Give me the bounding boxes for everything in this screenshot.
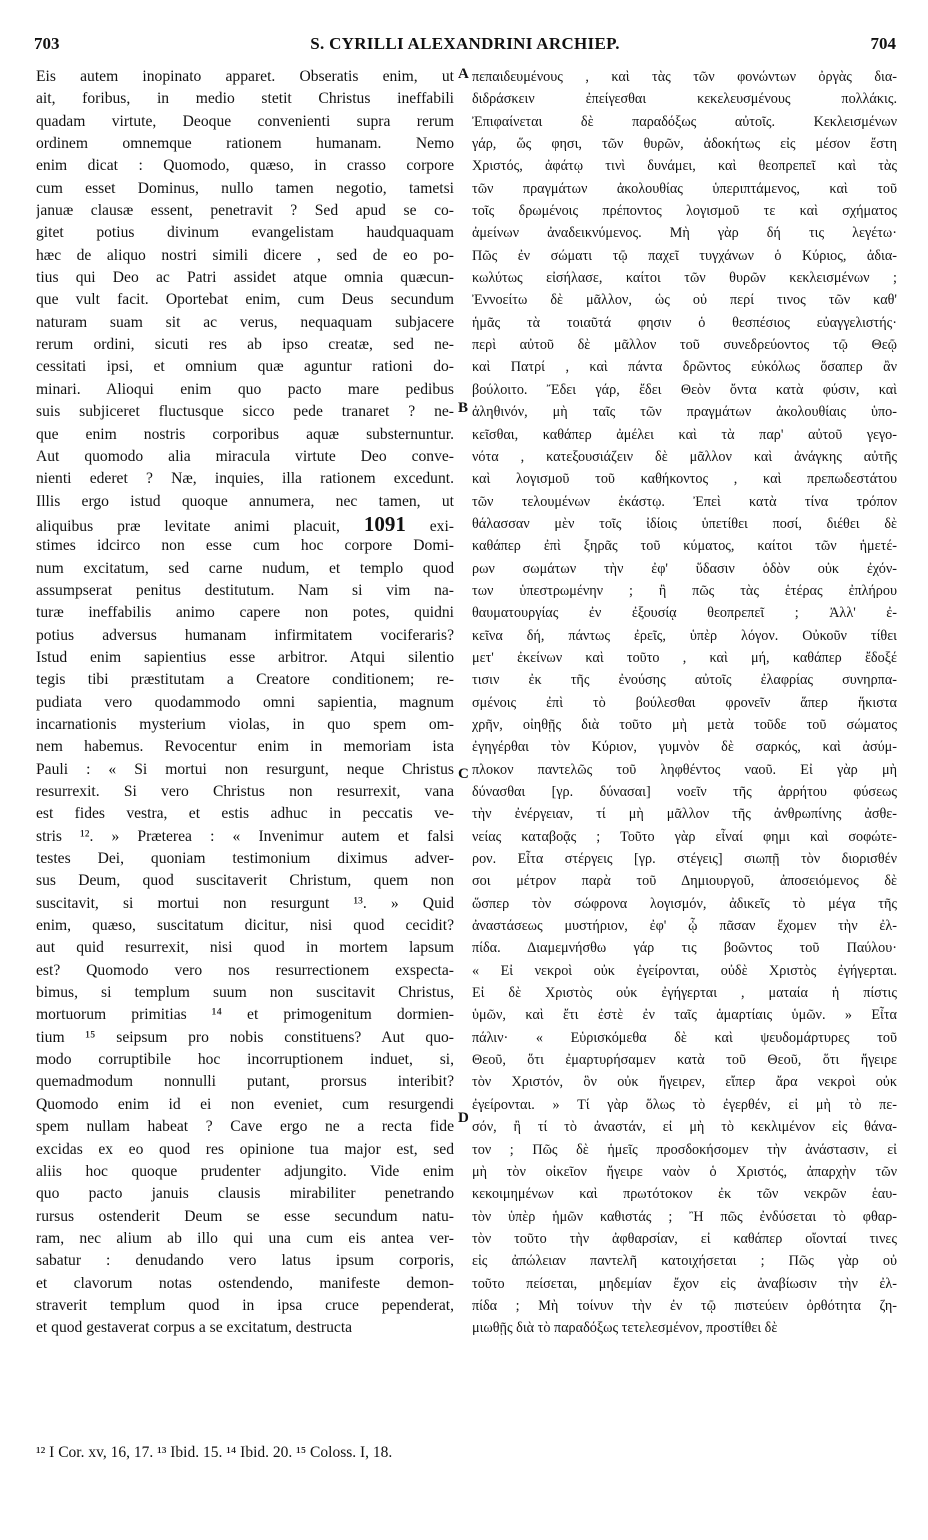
text-line: que enim nostris corporibus aquæ substernuntur.: [36, 425, 454, 443]
text-line: σόν, ἢ τί τὸ ἀναστάν, εἰ μὴ τὸ κεκλιμένον εἰς θάνα-: [472, 1119, 897, 1136]
text-fragment: aliquibus præ levitate animi placuit,: [36, 517, 340, 535]
text-line: τισιν ἐκ τῆς ἐνούσης αὐτοῖς ἐλαφρίας συνηρπα-: [472, 672, 897, 689]
text-line: χρῆν, οἰηθῇς διὰ τοῦτο μὴ μετὰ τοῦδε τοῦ σώματος: [472, 716, 897, 733]
page-number-right: 704: [870, 34, 896, 53]
text-line: Ἐννοείτω δὲ μᾶλλον, ὡς οὐ περί τινος τῶν καθ': [472, 292, 897, 309]
text-line: quo pacto januis clausis mirabiliter penetrando: [36, 1185, 454, 1203]
text-line: testes Dei, quoniam testimonium diximus adver-: [36, 850, 454, 868]
text-line: Illis ergo istud quoque annumera, nec tamen, ut: [36, 492, 454, 510]
text-line: tium ¹⁵ seipsum pro nobis constituens? Aut quo-: [36, 1028, 454, 1046]
text-line: enim, quæso, suscitatum dicitur, nisi quod cecidit?: [36, 917, 454, 935]
text-line: hæc de aliquo nostri simili dicere , sed de eo po-: [36, 246, 454, 264]
text-line: ὥσπερ τὸν σώφρονα λογισμόν, ἀδικεῖς τὸ μέγα τῆς: [472, 895, 897, 912]
text-line: Ἐπιφαίνεται δὲ παραδόξως αὐτοῖς. Κεκλεισμένων: [472, 113, 897, 130]
text-line: et clavorum notas ostendendo, manifeste demon-: [36, 1274, 454, 1292]
text-line: Quomodo enim id ei non eveniet, cum resurgendi: [36, 1095, 454, 1113]
text-line: suscitavit, si mortui non resurgunt ¹³. » Quid: [36, 894, 454, 912]
text-line: τὸν ὑπὲρ ἡμῶν καθιστάς ; Ἢ πῶς ἐνδύσεται τὸ φθαρ-: [472, 1208, 897, 1225]
text-line: θαυματουργίας ἐν ἐξουσίᾳ θεοπρεπεῖ ; Ἀλλ' ἐ-: [472, 605, 897, 622]
text-line: τοῖς δρωμένοις πρέποντος λογισμοῦ τε καὶ σχήματος: [472, 203, 897, 220]
text-line: κεῖνα δή, πάντως ἐρεῖς, ὑπὲρ λόγον. Οὐκοῦν τίθει: [472, 627, 897, 644]
text-fragment: exi-: [429, 517, 454, 535]
text-line: excidas ex eo quod res opinione tua major est, sed: [36, 1140, 454, 1158]
text-line: minari. Alioqui enim quo pacto mare pedibus: [36, 380, 454, 398]
text-line: Aut quomodo alia miracula virtute Deo conve-: [36, 447, 454, 465]
text-line: straverit templum quod in ipsa cruce pependerat,: [36, 1296, 454, 1314]
text-line: suis subjiceret fluctusque sicco pede tranaret ? ne-: [36, 403, 454, 421]
text-line: πίδα ; Μὴ τοίνυν τὴν ἐν τῷ πιστεύειν ὀρθότητα ζη-: [472, 1297, 897, 1314]
text-line: των ὑπεστρωμένην ; ἢ πῶς τὰς ἑτέρας ἐπλήρου: [472, 582, 897, 599]
text-line: sus Deum, quod suscitaverit Christum, quem non: [36, 872, 454, 890]
text-line: δύνασθαι [γρ. δύνασαι] νοεῖν τῆς ἀρρήτου φύσεως: [472, 784, 897, 800]
page-number-left: 703: [34, 34, 60, 53]
text-line: μετ' ἐκείνων καὶ τοῦτο , καὶ μή, καθάπερ ἔδοξέ: [472, 649, 897, 666]
text-line: βούλοιτο. Ἔδει γάρ, ἔδει Θεὸν ὄντα κατὰ φύσιν, καὶ: [472, 381, 897, 398]
text-line: ἀναστάσεως μυστήριον, ἐφ' ᾧ πᾶσαν ἔχομεν τὴν ἐλ-: [472, 918, 897, 935]
latin-column: [36, 66, 454, 1340]
text-line: stris ¹². » Præterea : « Invenimur autem et falsi: [36, 827, 454, 845]
running-title: S. CYRILLI ALEXANDRINI ARCHIEP.: [310, 34, 620, 53]
text-line: Πῶς ἐν σώματι τῷ παχεῖ τυγχάνων ὁ Κύριος, ἀδια-: [472, 247, 897, 264]
text-line: spem nullam habeat ? Cave ergo ne a recta fide: [36, 1118, 454, 1136]
text-line: ρον. Εἶτα στέργεις [γρ. στέγεις] σιωπῇ τὸν διορισθέν: [472, 851, 897, 868]
text-line: incarnationis mysterium violas, in quo spem om-: [36, 715, 454, 733]
text-line: gitet potius divinum evangelistam haudquaquam: [36, 224, 454, 242]
text-line: μιωθῇς διὰ τὸ παραδόξως τετελεσμένον, προστίθει δὲ: [472, 1320, 778, 1337]
text-line: tegis tibi præstitutam a Creatore conditionem; re-: [36, 671, 454, 689]
text-line: Istud enim sapientius esse arbitror. Atqui silentio: [36, 648, 454, 666]
text-line: tius qui Deo ac Patri assidet atque omnia quæcun-: [36, 269, 454, 287]
text-line: ὑμῶν, καὶ ἔτι ἐστὲ ἐν ταῖς ἁμαρτίαις ὑμῶν. » Εἶτα: [472, 1007, 897, 1024]
text-line: sabatur : denudando vero latus ipsum corporis,: [36, 1252, 454, 1270]
text-line: ait, foribus, in medio stetit Christus ineffabili: [36, 90, 454, 108]
text-line: κεκοιμημένων καὶ πρωτότοκον ἐκ τῶν νεκρῶν ἑαυ-: [472, 1186, 897, 1203]
text-line: γάρ, ὥς φησι, τῶν θυρῶν, ἀδοκήτως εἰς μέσον ἔστη: [472, 136, 897, 153]
text-line: nem habemus. Revocentur enim in memoriam ista: [36, 738, 454, 756]
text-line: ordinem omnemque rationem humanam. Nemo: [36, 135, 454, 153]
text-line: Εἰ δὲ Χριστὸς οὐκ ἐγήγερται , ματαία ἡ πίστις: [472, 985, 897, 1002]
text-line: πίδα. Διαμεμνήσθω γάρ τις βοῶντος τοῦ Παύλου·: [472, 940, 897, 957]
text-line: μὴ τὸν οἰκεῖον ἤγειρε ναὸν ὁ Χριστός, ἀπαρχὴν τῶν: [472, 1163, 897, 1180]
text-line: ἡμᾶς τὰ τοιαῦτά φησιν ὁ θεσπέσιος εὐαγγελιστής·: [472, 314, 897, 331]
text-line: aliis hoc quoque prudenter adjungito. Vide enim: [36, 1162, 454, 1180]
margin-letter-d: D: [458, 1110, 469, 1126]
text-line: num excitatum, sed carne nudum, et templo quod: [36, 559, 454, 577]
text-line: aut quid resurrexit, nisi quod in mortem lapsum: [36, 939, 454, 957]
text-line: σμένοις ἐπὶ τὸ βούλεσθαι φρονεῖν ἅπερ ἥκιστα: [472, 694, 897, 711]
text-line: Eis autem inopinato apparet. Obseratis enim, ut: [36, 68, 454, 85]
text-line: rursus ostenderit Deum se esse secundum natu-: [36, 1207, 454, 1225]
text-line: enim dicat : Quomodo, quæso, in crasso corpore: [36, 157, 454, 175]
text-line: [36, 513, 454, 535]
text-line: Θεοῦ, ὅτι ἐμαρτυρήσαμεν κατὰ τοῦ Θεοῦ, ὅτι ἤγειρε: [472, 1052, 897, 1069]
page-header: [34, 34, 896, 58]
text-line: januæ clausæ essent, penetravit ? Sed apud se co-: [36, 202, 454, 220]
text-line: quemadmodum nonnulli putant, prorsus interibit?: [36, 1073, 454, 1091]
text-line: turæ ineffabilis animo capere non potes, quidni: [36, 604, 454, 622]
greek-column: [472, 66, 897, 1340]
text-line: assumpserat penitus destitutum. Nam si vim na-: [36, 581, 454, 599]
text-line: ἀληθινόν, μὴ ταῖς τῶν πραγμάτων ἀκολουθίαις ὑπο-: [472, 404, 897, 421]
text-line: est? Quomodo vero nos resurrectionem exspecta-: [36, 961, 454, 979]
text-line: καθάπερ ἐπὶ ξηρᾶς τοῦ κύματος, καίτοι τῶν ἡμετέ-: [472, 538, 897, 555]
text-line: cessitati ipsi, et omnium quæ aguntur rationi do-: [36, 358, 454, 376]
text-line: « Εἰ νεκροὶ οὐκ ἐγείρονται, οὐδὲ Χριστὸς ἐγήγερται.: [472, 962, 897, 979]
text-line: resurrexit. Si vero Christus non resurrexit, vana: [36, 783, 454, 800]
text-line: τῶν πραγμάτων ἀκολουθίας ὑπεριπτάμενος, καὶ τοῦ: [472, 180, 897, 197]
text-line: τον ; Πῶς δὲ ἡμεῖς προσδοκήσομεν τὴν ἀνάστασιν, εἰ: [472, 1141, 897, 1158]
text-line: εἰς ἀπώλειαν παντελῆ κατοιχήσεται ; Πῶς γὰρ οὐ: [472, 1253, 897, 1270]
text-line: τῶν τελουμένων ἑκάστῳ. Ἐπεὶ κατὰ τίνα τρόπον: [472, 493, 897, 510]
footnotes: ¹² I Cor. xv, 16, 17. ¹³ Ibid. 15. ¹⁴ Ibid. 20. ¹⁵ Coloss. I, 18.: [36, 1444, 393, 1461]
text-line: κεῖσθαι, καθάπερ ἀμέλει καὶ τὰ παρ' αὐτοῦ γεγο-: [472, 426, 897, 443]
margin-letter-b: B: [458, 400, 469, 416]
text-line: nienti ederet ? Næ, inquies, illa rationem excedunt.: [36, 470, 454, 488]
text-line: ρων σωμάτων τὴν ἐφ' ὕδασιν ὁδὸν οὐκ ἐχόν-: [472, 560, 897, 577]
text-line: que vult facit. Oportebat enim, cum Deus secundum: [36, 291, 454, 309]
text-line: bimus, si templum suum non suscitavit Christus,: [36, 984, 454, 1002]
text-line: cum esset Dominus, nullo tamen negotio, tametsi: [36, 179, 454, 197]
text-line: stimes idcirco non esse cum hoc corpore Domi-: [36, 537, 454, 555]
text-line: τὴν ἐνέργειαν, τί μὴ μᾶλλον τῆς ἀνθρωπίνης ἀσθε-: [472, 806, 897, 823]
text-line: καὶ Πατρί , καὶ πάντα δρῶντος εὐκόλως ὅσαπερ ἂν: [472, 359, 897, 376]
text-line: νότα , κατεξουσιάζειν δὲ μᾶλλον καὶ ἀνάγκης αὐτῆς: [472, 448, 897, 465]
text-line: τοῦτο πείσεται, μηδεμίαν ἔχον εἰς ἀναβίωσιν τὴν ἐλ-: [472, 1275, 897, 1292]
text-line: περὶ αὐτοῦ δὲ μᾶλλον τοῦ συνεδρεύοντος τῷ Θεῷ: [472, 337, 897, 354]
text-line: modo corruptibile hoc incorruptionem induet, si,: [36, 1051, 454, 1069]
text-line: pudiata vero quodammodo omni sapientia, magnum: [36, 693, 454, 711]
column-number: 1091: [363, 512, 406, 536]
text-line: τὸν τοῦτο τὴν ἀφθαρσίαν, εἰ καθάπερ οἴονταί τινες: [472, 1230, 897, 1247]
text-line: νείας καταβοᾷς ; Τοῦτο γὰρ εἶναί φημι καὶ σοφώτε-: [472, 828, 897, 845]
text-line: naturam suam sit ac verus, nequaquam subjacere: [36, 313, 454, 331]
text-line: πεπαιδευμένους , καὶ τὰς τῶν φονώντων ὀργὰς δια-: [472, 69, 897, 85]
text-line: ἐγείρονται. » Τί γὰρ ὅλως τὸ ἐγερθέν, εἰ μὴ τὸ πε-: [472, 1096, 897, 1113]
margin-letter-c: C: [458, 766, 469, 782]
text-line: mortuorum primitias ¹⁴ et primogenitum dormien-: [36, 1006, 454, 1024]
text-line: rerum ordini, sicuti res ab ipso creatæ, sed ne-: [36, 336, 454, 354]
text-line: διδράσκειν ἐπείγεσθαι κεκελευσμένους πολλάκις.: [472, 91, 897, 108]
text-line: σοι μέτρον παρὰ τοῦ Δημιουργοῦ, ἀποσειόμενος δὲ: [472, 873, 897, 890]
text-line: et quod gestaverat corpus a se excitatum, destructa: [36, 1319, 353, 1337]
text-line: πάλιν· « Εὑρισκόμεθα δὲ καὶ ψευδομάρτυρες τοῦ: [472, 1029, 897, 1046]
margin-letter-a: A: [458, 66, 469, 82]
text-line: θάλασσαν μὲν τοῖς ἰδίοις ὑπετίθει ποσί, διέθει δὲ: [472, 515, 897, 532]
text-line: est fides vestra, et estis adhuc in peccatis ve-: [36, 805, 454, 823]
text-line: κωλύτως εἰσήλασε, καίτοι τῶν θυρῶν κεκλεισμένων ;: [472, 270, 897, 287]
text-line: ἐγηγέρθαι τὸν Κύριον, γυμνὸν δὲ σαρκός, καὶ ἀσύμ-: [472, 739, 897, 756]
text-line: ἀμείνων ἀναδεικνύμενος. Μὴ γὰρ δή τις λεγέτω·: [472, 225, 897, 242]
text-line: potius adversus humanam infirmitatem vociferaris?: [36, 626, 454, 644]
text-line: καὶ λογισμοῦ τοῦ καθήκοντος , καὶ πρεπωδεστάτου: [472, 471, 897, 488]
text-line: τὸν Χριστόν, ὃν οὐκ ἤγειρεν, εἴπερ ἄρα νεκροὶ οὐκ: [472, 1074, 897, 1091]
text-line: quadam virtute, Deoque convenienti supra rerum: [36, 112, 454, 130]
text-line: Χριστός, ἀφάτῳ τινὶ δυνάμει, καὶ θεοπρεπεῖ καὶ τὰς: [472, 158, 897, 175]
text-line: ram, nec alium ab illo qui una cum eis antea ver-: [36, 1229, 454, 1247]
text-line: Pauli : « Si mortui non resurgunt, neque Christus: [36, 760, 454, 778]
text-line: πλοκον παντελῶς τοῦ ληφθέντος ναοῦ. Εἰ γὰρ μὴ: [472, 761, 897, 778]
